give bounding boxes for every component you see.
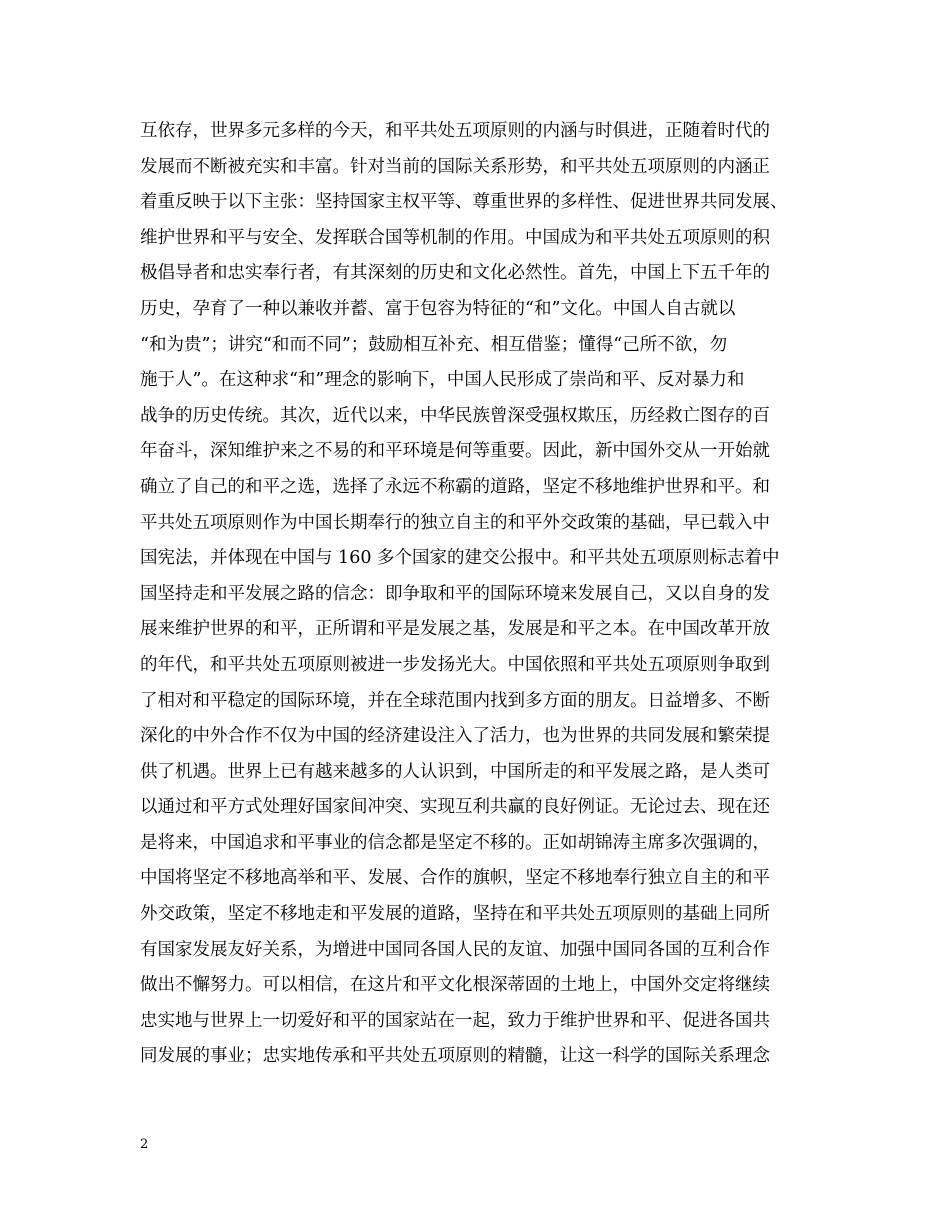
text-line: 忠实地与世界上一切爱好和平的国家站在一起，致力于维护世界和平、促进各国共 (140, 1010, 770, 1031)
text-line: 做出不懈努力。可以相信，在这片和平文化根深蒂固的土地上，中国外交定将继续 (140, 975, 770, 996)
text-line: 是将来，中国追求和平事业的信念都是坚定不移的。正如胡锦涛主席多次强调的， (140, 832, 770, 853)
text-line: 国坚持走和平发展之路的信念：即争取和平的国际环境来发展自己，又以自身的发 (140, 583, 770, 604)
text-line: 维护世界和平与安全、发挥联合国等机制的作用。中国成为和平共处五项原则的积 (140, 227, 770, 248)
text-line: 发展而不断被充实和丰富。针对当前的国际关系形势，和平共处五项原则的内涵正 (140, 156, 770, 177)
text-line: 外交政策，坚定不移地走和平发展的道路，坚持在和平共处五项原则的基础上同所 (140, 904, 770, 925)
text-line: 极倡导者和忠实奉行者，有其深刻的历史和文化必然性。首先，中国上下五千年的 (140, 263, 770, 284)
text-line: 历史，孕育了一种以兼收并蓄、富于包容为特征的“和”文化。中国人自古就以 (140, 298, 736, 319)
text-line: 中国将坚定不移地高举和平、发展、合作的旗帜，坚定不移地奉行独立自主的和平 (140, 868, 770, 889)
text-line: 互依存，世界多元多样的今天，和平共处五项原则的内涵与时俱进，正随着时代的 (140, 121, 770, 141)
body-text (140, 114, 830, 1075)
text-line: 着重反映于以下主张：坚持国家主权平等、尊重世界的多样性、促进世界共同发展、 (140, 192, 788, 213)
text-line: 同发展的事业；忠实地传承和平共处五项原则的精髓，让这一科学的国际关系理念 (140, 1046, 770, 1067)
text-line: 年奋斗，深知维护来之不易的和平环境是何等重要。因此，新中国外交从一开始就 (140, 441, 770, 462)
text-line: 战争的历史传统。其次，近代以来，中华民族曾深受强权欺压，历经救亡图存的百 (140, 405, 770, 426)
text-line: 深化的中外合作不仅为中国的经济建设注入了活力，也为世界的共同发展和繁荣提 (140, 726, 770, 747)
text-line: 以通过和平方式处理好国家间冲突、实现互利共赢的良好例证。无论过去、现在还 (140, 797, 770, 818)
text-line: 施于人”。在这种求“和”理念的影响下，中国人民形成了崇尚和平、反对暴力和 (140, 370, 745, 391)
text-line: 国宪法，并体现在中国与 160 多个国家的建交公报中。和平共处五项原则标志着中 (140, 548, 780, 569)
text-line: 供了机遇。世界上已有越来越多的人认识到，中国所走的和平发展之路，是人类可 (140, 761, 770, 782)
text-line: “和为贵”；讲究“和而不同”；鼓励相互补充、相互借鉴；懂得“己所不欲，勿 (140, 334, 728, 355)
text-line: 展来维护世界的和平，正所谓和平是发展之基，发展是和平之本。在中国改革开放 (140, 619, 770, 640)
text-line: 确立了自己的和平之选，选择了永远不称霸的道路，坚定不移地维护世界和平。和 (140, 476, 770, 497)
text-line: 了相对和平稳定的国际环境，并在全球范围内找到多方面的朋友。日益增多、不断 (140, 690, 770, 711)
page-number: 2 (140, 1137, 149, 1152)
text-line: 平共处五项原则作为中国长期奉行的独立自主的和平外交政策的基础，早已载入中 (140, 512, 770, 533)
text-line: 的年代，和平共处五项原则被进一步发扬光大。中国依照和平共处五项原则争取到 (140, 654, 770, 675)
text-line: 有国家发展友好关系，为增进中国同各国人民的友谊、加强中国同各国的互利合作 (140, 939, 770, 960)
